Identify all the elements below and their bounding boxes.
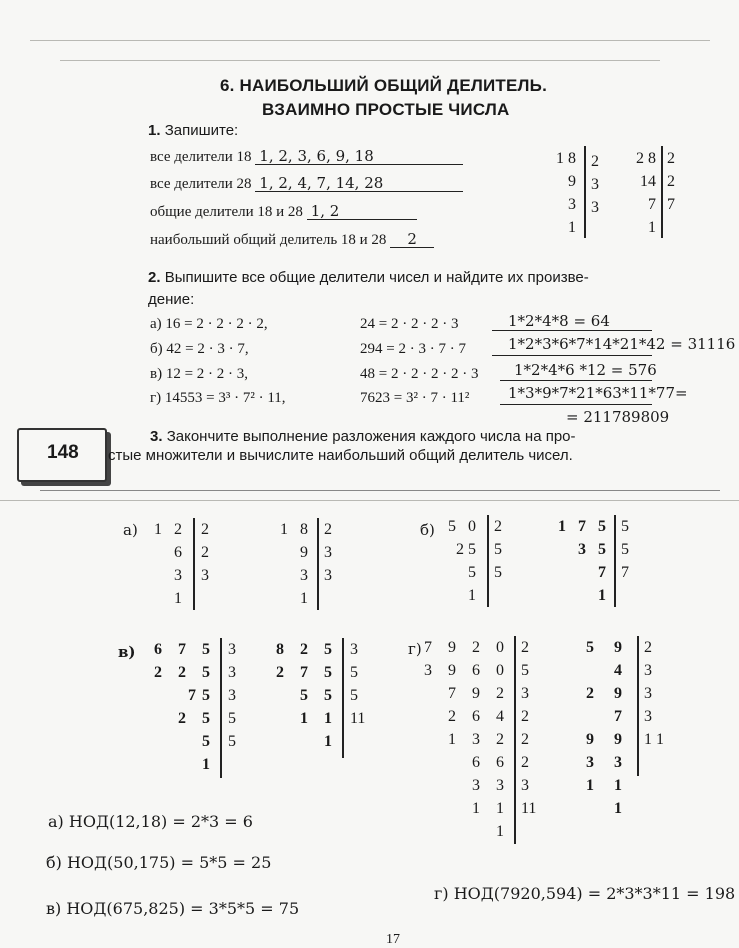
result-v: в) НОД(675,825) = 3*5*5 = 75 — [46, 899, 300, 918]
page-badge — [17, 428, 107, 482]
v2-numbers — [262, 638, 338, 753]
division-number: 1 2 — [154, 521, 186, 538]
division-number: 1 8 — [556, 150, 576, 167]
task2-left: а) 16 = 2 · 2 · 2 · 2, — [150, 316, 268, 332]
division-bar — [487, 515, 489, 607]
division-factor: 3 — [228, 664, 236, 681]
task3-number: 3. — [150, 428, 163, 445]
v1-numbers — [140, 638, 216, 776]
division-factor: 3 — [521, 777, 529, 794]
division-factor: 3 — [228, 641, 236, 658]
division-factor: 2 — [667, 150, 675, 167]
division-factor: 1 1 — [644, 731, 664, 748]
division-number: 3 — [300, 567, 312, 584]
task2-heading-cont: дение: — [148, 291, 195, 308]
division-factor: 5 — [521, 662, 529, 679]
division-number: 1 8 — [280, 521, 312, 538]
task3-heading-cont: стые множители и вычислите наибольший общий делитель чисел. — [108, 447, 573, 464]
division-factor: 5 — [350, 687, 358, 704]
division-number: 1 — [568, 219, 576, 236]
division-factor: 3 — [644, 708, 652, 725]
division-number: 1 1 — [586, 777, 630, 794]
task1-row — [150, 175, 463, 193]
task1-answer: 1, 2, 3, 6, 9, 18 — [255, 148, 463, 165]
task3-heading — [150, 428, 576, 445]
division-factor: 5 — [621, 518, 629, 535]
division-factor: 3 — [228, 687, 236, 704]
division-factor: 3 — [591, 199, 599, 216]
division-number: 9 — [300, 544, 312, 561]
division-factors-18 — [591, 150, 599, 219]
part-label-v: в) — [118, 643, 136, 661]
task1-heading — [148, 122, 238, 139]
division-factor: 2 — [201, 544, 209, 561]
division-factors-28 — [667, 147, 675, 216]
task1-label: все делители 28 — [150, 176, 252, 192]
division-number: 1 7 5 — [558, 518, 610, 535]
b1-factors — [494, 515, 502, 584]
part-label-b: б) — [420, 521, 435, 539]
division-number: 3 5 — [578, 541, 610, 558]
division-factor: 5 — [228, 733, 236, 750]
scan-mark — [60, 60, 660, 61]
task2-answer: 1*2*4*6 *12 = 576 — [514, 361, 657, 379]
division-number: 2 5 — [178, 710, 216, 727]
scan-mark — [40, 490, 720, 491]
division-number: 3 — [568, 196, 576, 213]
a2-numbers — [272, 518, 312, 610]
division-bar — [614, 515, 616, 607]
result-a: а) НОД(12,18) = 2*3 = 6 — [48, 812, 253, 831]
division-factor: 2 — [667, 173, 675, 190]
task2-number: 2. — [148, 269, 161, 286]
division-number: 9 9 — [586, 731, 630, 748]
division-factor: 3 — [324, 544, 332, 561]
v2-factors — [350, 638, 365, 730]
b1-numbers — [440, 515, 480, 607]
task2-answer: 1*2*3*6*7*14*21*42 = 31116 — [508, 335, 736, 353]
scan-mark — [0, 500, 739, 501]
result-g: г) НОД(7920,594) = 2*3*3*11 = 198 — [434, 884, 736, 903]
division-bar — [342, 638, 344, 758]
footer-page-number: 17 — [386, 932, 400, 947]
division-number: 1 — [324, 733, 338, 750]
division-number: 3 9 6 0 — [424, 662, 510, 679]
answer-line — [492, 355, 652, 356]
division-factor: 3 — [201, 567, 209, 584]
a1-factors — [201, 518, 209, 587]
task3-text: Закончите выполнение разложения каждого числа на про- — [166, 428, 576, 445]
b2-numbers — [556, 515, 610, 607]
division-factor: 3 — [644, 685, 652, 702]
answer-line — [500, 404, 652, 405]
task2-right: 24 = 2 · 2 · 2 · 3 — [360, 316, 459, 332]
division-bar — [220, 638, 222, 778]
division-factor: 2 — [494, 518, 502, 535]
task2-answer-tail: = 211789809 — [566, 408, 670, 426]
division-number: 2 9 7 — [586, 685, 630, 725]
division-number: 5 0 — [448, 518, 480, 535]
division-number: 14 — [640, 173, 656, 190]
division-factor: 3 — [644, 662, 652, 679]
division-factor: 5 — [494, 564, 502, 581]
division-factor: 3 — [350, 641, 358, 658]
division-number: 1 1 — [300, 710, 338, 727]
task1-answer: 1, 2 — [307, 203, 417, 220]
a1-numbers — [150, 518, 186, 610]
division-factor: 2 — [521, 639, 529, 656]
division-factor: 2 — [521, 708, 529, 725]
badge-number: 148 — [47, 442, 79, 463]
task2-right: 7623 = 3² · 7 · 11² — [360, 390, 470, 406]
division-numbers-28 — [618, 147, 656, 239]
g2-factors — [644, 636, 664, 751]
division-factor: 5 — [494, 541, 502, 558]
division-factor: 7 — [667, 196, 675, 213]
task1-number: 1. — [148, 122, 161, 139]
g1-numbers — [420, 636, 510, 843]
division-number: 1 1 — [472, 800, 510, 817]
section-title-line2: ВЗАИМНО ПРОСТЫЕ ЧИСЛА — [262, 100, 510, 119]
division-number: 1 — [496, 823, 510, 840]
division-factor: 2 — [591, 153, 599, 170]
division-number: 5 9 4 — [586, 639, 630, 679]
division-number: 7 9 2 0 — [424, 639, 510, 656]
division-number: 25 — [456, 541, 480, 558]
g2-numbers — [560, 636, 630, 820]
division-factor: 2 — [324, 521, 332, 538]
division-number: 5 — [468, 564, 480, 581]
v1-factors — [228, 638, 236, 753]
division-factor: 5 — [621, 541, 629, 558]
division-number: 2 2 5 — [154, 664, 216, 681]
task1-label: все делители 18 — [150, 149, 252, 165]
task2-text: Выпишите все общие делители чисел и найдите их произве- — [164, 269, 589, 286]
task2-left: в) 12 = 2 · 2 · 3, — [150, 366, 249, 382]
division-number: 2 7 5 — [276, 664, 338, 681]
division-number: 6 — [174, 544, 186, 561]
division-factor: 2 — [521, 754, 529, 771]
division-number: 7 9 2 — [448, 685, 510, 702]
task1-row — [150, 231, 434, 249]
division-factor: 2 — [201, 521, 209, 538]
task1-text: Запишите: — [164, 122, 239, 139]
task1-label: наибольший общий делитель 18 и 28 — [150, 232, 387, 248]
division-factor: 3 — [324, 567, 332, 584]
division-number: 75 — [188, 687, 216, 704]
task2-right: 294 = 2 · 3 · 7 · 7 — [360, 341, 466, 357]
division-factor: 5 — [228, 710, 236, 727]
part-label-a: а) — [123, 521, 138, 539]
division-number: 2 8 — [636, 150, 656, 167]
task2-answer: 1*2*4*8 = 64 — [508, 312, 610, 330]
answer-line — [500, 380, 652, 381]
section-title-line1: 6. НАИБОЛЬШИЙ ОБЩИЙ ДЕЛИТЕЛЬ. — [220, 76, 547, 95]
division-bar — [317, 518, 319, 610]
division-factor: 3 — [591, 176, 599, 193]
division-number: 5 5 — [300, 687, 338, 704]
division-number: 1 — [202, 756, 216, 773]
division-factor: 11 — [350, 710, 366, 727]
division-bar — [193, 518, 195, 610]
a2-factors — [324, 518, 332, 587]
scan-mark — [30, 40, 710, 41]
division-factor: 2 — [521, 731, 529, 748]
task1-row — [150, 148, 463, 166]
division-number: 1 3 2 — [448, 731, 510, 748]
division-factor: 2 — [644, 639, 652, 656]
division-factor: 5 — [350, 664, 358, 681]
division-bar — [661, 146, 663, 238]
division-number: 3 3 — [586, 754, 630, 771]
result-b: б) НОД(50,175) = 5*5 = 25 — [46, 853, 272, 872]
b2-factors — [621, 515, 629, 584]
answer-line — [492, 330, 652, 331]
division-number: 3 — [174, 567, 186, 584]
task1-label: общие делители 18 и 28 — [150, 204, 303, 220]
task1-answer: 2 — [390, 231, 434, 248]
task2-heading — [148, 269, 589, 286]
division-number: 2 6 4 — [448, 708, 510, 725]
division-factor: 3 — [521, 685, 529, 702]
part-label-g: г) — [408, 640, 422, 658]
division-number: 6 7 5 — [154, 641, 216, 658]
division-number: 7 — [598, 564, 610, 581]
task2-left: г) 14553 = 3³ · 7² · 11, — [150, 390, 286, 406]
task2-answer: 1*3*9*7*21*63*11*77= — [508, 384, 688, 402]
division-number: 3 3 — [472, 777, 510, 794]
task1-answer: 1, 2, 4, 7, 14, 28 — [255, 175, 463, 192]
division-number: 1 — [648, 219, 656, 236]
division-number: 1 — [174, 590, 186, 607]
division-number: 1 — [614, 800, 630, 817]
division-number: 5 — [202, 733, 216, 750]
division-number: 7 — [648, 196, 656, 213]
task1-row — [150, 203, 417, 221]
division-number: 6 6 — [472, 754, 510, 771]
division-bar — [637, 636, 639, 776]
division-number: 1 — [300, 590, 312, 607]
g1-factors — [521, 636, 536, 820]
division-factor: 11 — [521, 800, 537, 817]
task2-right: 48 = 2 · 2 · 2 · 2 · 3 — [360, 366, 479, 382]
division-number: 1 — [598, 587, 610, 604]
division-bar — [514, 636, 516, 844]
task2-left: б) 42 = 2 · 3 · 7, — [150, 341, 249, 357]
division-numbers-18 — [540, 147, 576, 239]
division-number: 1 — [468, 587, 480, 604]
division-bar — [584, 146, 586, 238]
division-number: 8 2 5 — [276, 641, 338, 658]
division-factor: 7 — [621, 564, 629, 581]
division-number: 9 — [568, 173, 576, 190]
